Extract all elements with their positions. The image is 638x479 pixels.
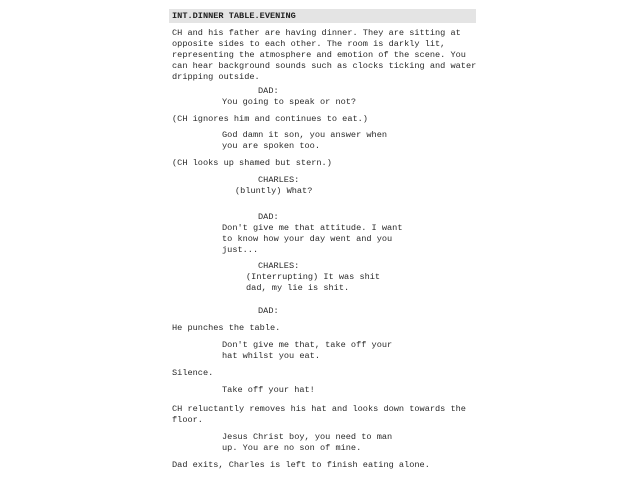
dialogue-line: You going to speak or not? [222, 97, 357, 107]
dialogue-line: Jesus Christ boy, you need to man [222, 432, 393, 442]
action-line: Silence. [172, 368, 214, 378]
dialogue-line: hat whilst you eat. [222, 351, 320, 361]
action-line: floor. [172, 415, 203, 425]
action-line: (CH looks up shamed but stern.) [172, 158, 332, 168]
scene-heading: INT.DINNER TABLE.EVENING [172, 11, 296, 21]
dialogue-line: dad, my lie is shit. [246, 283, 350, 293]
dialogue-line: Take off your hat! [222, 385, 315, 395]
dialogue-line: you are spoken too. [222, 141, 320, 151]
dialogue-line: Don't give me that attitude. I want [222, 223, 403, 233]
action-line: CH reluctantly removes his hat and looks down towards the [172, 404, 466, 414]
action-line: opposite sides to each other. The room is darkly lit, [172, 39, 446, 49]
dialogue-line: (Interrupting) It was shit [246, 272, 381, 282]
action-line: Dad exits, Charles is left to finish eating alone. [172, 460, 430, 470]
action-line: can hear background sounds such as clocks ticking and water [172, 61, 477, 71]
character-name: DAD: [258, 212, 279, 222]
dialogue-line: Don't give me that, take off your [222, 340, 393, 350]
character-name: DAD: [258, 306, 279, 316]
character-name: CHARLES: [258, 175, 300, 185]
action-line: representing the atmosphere and emotion of the scene. You [172, 50, 466, 60]
dialogue-line: to know how your day went and you [222, 234, 393, 244]
action-line: (CH ignores him and continues to eat.) [172, 114, 368, 124]
character-name: CHARLES: [258, 261, 300, 271]
action-line: dripping outside. [172, 72, 260, 82]
dialogue-line: up. You are no son of mine. [222, 443, 362, 453]
character-name: DAD: [258, 86, 279, 96]
dialogue-line: (bluntly) What? [235, 186, 313, 196]
dialogue-line: God damn it son, you answer when [222, 130, 388, 140]
action-line: He punches the table. [172, 323, 281, 333]
dialogue-line: just... [222, 245, 259, 255]
action-line: CH and his father are having dinner. They are sitting at [172, 28, 461, 38]
